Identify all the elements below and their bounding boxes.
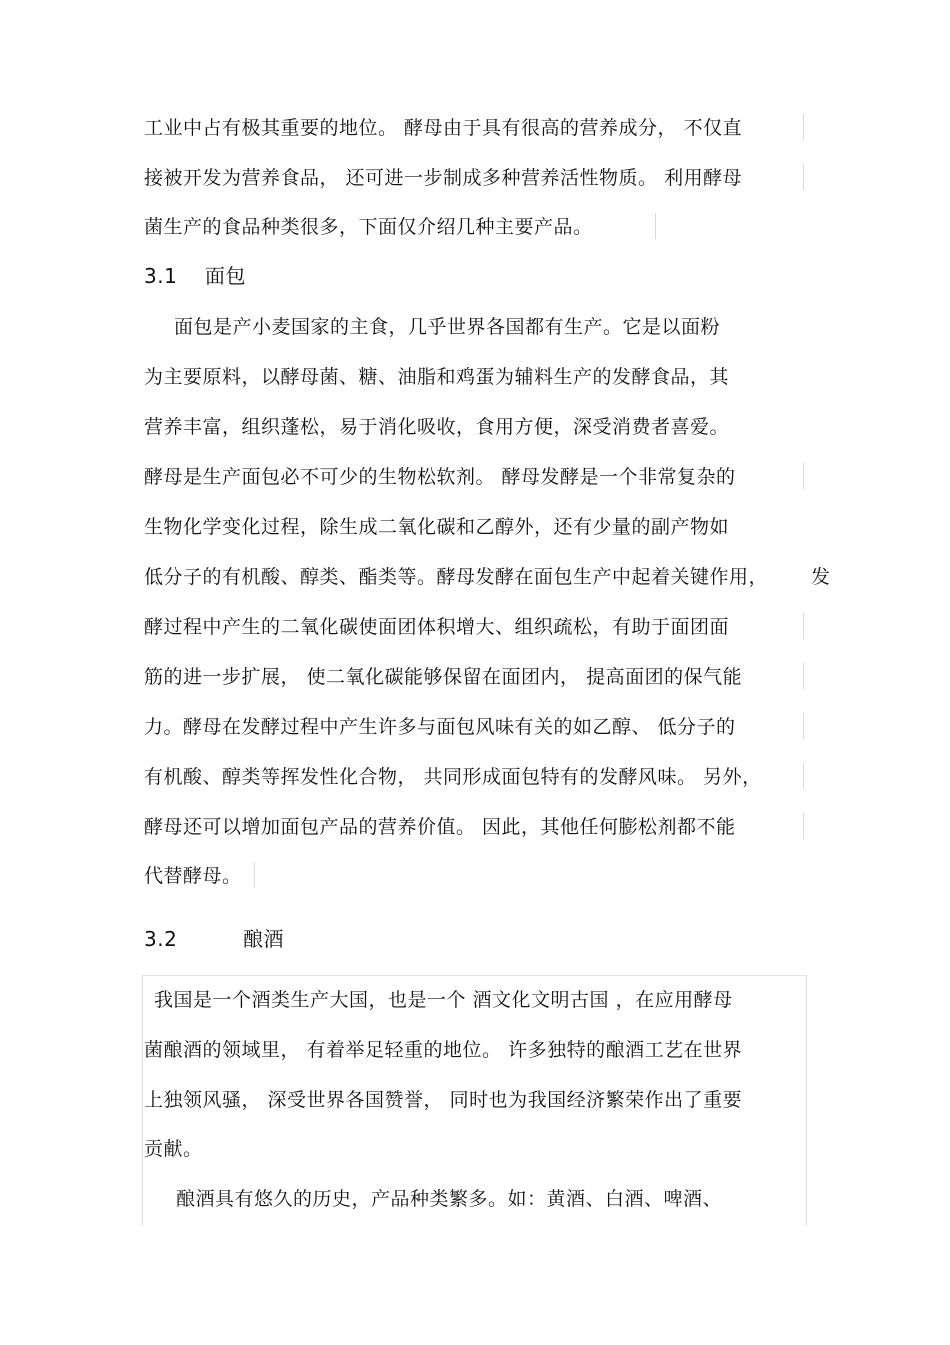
bread-line-7: 酵过程中产生的二氧化碳使面团体积增大、组织疏松，有助于面团面 xyxy=(144,616,730,638)
bread-line-8: 筋的进一步扩展， 使二氧化碳能够保留在面团内， 提高面团的保气能 xyxy=(144,666,743,688)
bread-line-4: 酵母是生产面包必不可少的生物松软剂。 酵母发酵是一个非常复杂的 xyxy=(144,466,736,488)
bread-line-9: 力。酵母在发酵过程中产生许多与面包风味有关的如乙醇、 低分子的 xyxy=(144,716,736,738)
divider xyxy=(803,463,804,489)
bread-line-1: 面包是产小麦国家的主食，几乎世界各国都有生产。它是以面粉 xyxy=(174,316,721,338)
brewing-line-3: 上独领风骚， 深受世界各国赞誉， 同时也为我国经济繁荣作出了重要 xyxy=(144,1089,743,1111)
bread-line-5: 生物化学变化过程，除生成二氧化碳和乙醇外，还有少量的副产物如 xyxy=(144,516,730,538)
brewing-line-5: 酿酒具有悠久的历史，产品种类繁多。如：黄酒、白酒、啤酒、 xyxy=(176,1188,723,1210)
section-number: 3.1 xyxy=(144,264,178,288)
divider xyxy=(803,813,804,839)
section-heading-bread xyxy=(144,264,246,288)
brewing-line-1: 我国是一个酒类生产大国，也是一个 酒文化文明古国 ，在应用酵母 xyxy=(154,989,733,1011)
divider xyxy=(803,663,804,689)
bread-line-6: 低分子的有机酸、醇类、酯类等。酵母发酵在面包生产中起着关键作用， xyxy=(144,566,769,588)
bread-line-2: 为主要原料，以酵母菌、糖、油脂和鸡蛋为辅料生产的发酵食品，其 xyxy=(144,366,730,388)
divider xyxy=(803,114,804,140)
bread-line-12: 代替酵母。 xyxy=(144,865,242,887)
divider xyxy=(803,164,804,190)
bread-line-3: 营养丰富，组织蓬松，易于消化吸收，食用方便，深受消费者喜爱。 xyxy=(144,416,730,438)
divider xyxy=(142,975,807,976)
divider xyxy=(803,763,804,789)
divider xyxy=(806,975,807,1225)
section-title: 酿酒 xyxy=(243,927,285,951)
section-title: 面包 xyxy=(205,264,247,288)
divider xyxy=(142,975,143,1225)
divider xyxy=(655,213,656,239)
divider xyxy=(254,862,255,888)
intro-line-2: 接被开发为营养食品， 还可进一步制成多种营养活性物质。 利用酵母 xyxy=(144,167,743,189)
bread-line-11: 酵母还可以增加面包产品的营养价值。 因此，其他任何膨松剂都不能 xyxy=(144,816,736,838)
brewing-line-4: 贡献。 xyxy=(144,1138,203,1160)
divider xyxy=(803,613,804,639)
divider xyxy=(803,713,804,739)
intro-line-3: 菌生产的食品种类很多，下面仅介绍几种主要产品。 xyxy=(144,216,593,238)
bread-overflow-char: 发 xyxy=(811,566,831,588)
section-number: 3.2 xyxy=(144,927,178,951)
intro-line-1: 工业中占有极其重要的地位。 酵母由于具有很高的营养成分， 不仅直 xyxy=(144,117,743,139)
brewing-line-2: 菌酿酒的领域里， 有着举足轻重的地位。 许多独特的酿酒工艺在世界 xyxy=(144,1039,743,1061)
bread-line-10: 有机酸、醇类等挥发性化合物， 共同形成面包特有的发酵风味。 另外， xyxy=(144,766,762,788)
section-heading-brewing xyxy=(144,927,284,951)
